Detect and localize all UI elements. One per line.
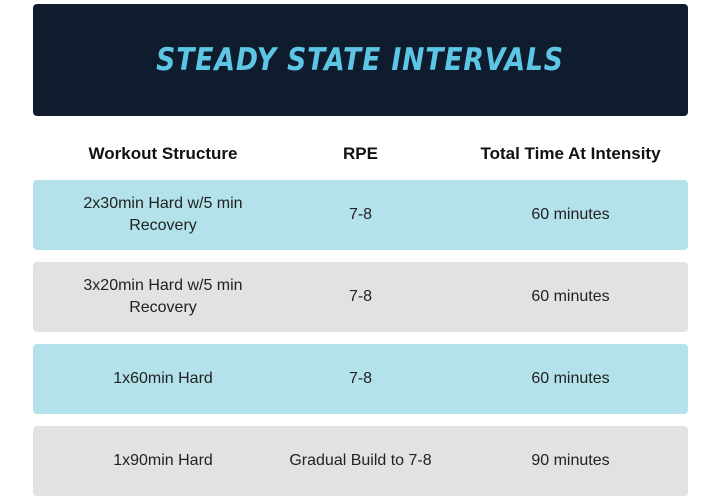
cell-time	[453, 262, 688, 332]
header-label: Total Time At Intensity	[480, 144, 661, 163]
cell-text: 2x30min Hard w/5 min Recovery	[83, 195, 243, 234]
header-rpe	[263, 140, 458, 168]
header-label: RPE	[343, 144, 378, 163]
cell-structure	[33, 426, 293, 496]
header-total-time	[453, 140, 688, 168]
cell-structure	[33, 180, 293, 250]
cell-text: 60 minutes	[531, 370, 610, 387]
cell-text: 7-8	[348, 288, 373, 305]
cell-structure	[33, 262, 293, 332]
cell-text: 3x20min Hard w/5 min Recovery	[83, 277, 243, 316]
cell-text: 60 minutes	[531, 288, 610, 305]
table-row	[33, 344, 688, 414]
table-row	[33, 262, 688, 332]
cell-text: 1x90min Hard	[113, 452, 213, 469]
cell-text: Gradual Build to 7-8	[289, 452, 432, 469]
cell-rpe	[263, 180, 458, 250]
cell-text: 1x60min Hard	[113, 370, 213, 387]
cell-text: 60 minutes	[531, 206, 610, 223]
cell-time	[453, 180, 688, 250]
header-workout-structure	[33, 140, 293, 168]
cell-rpe	[263, 344, 458, 414]
cell-time	[453, 344, 688, 414]
cell-rpe	[263, 262, 458, 332]
cell-text: 7-8	[348, 206, 373, 223]
header-label: Workout Structure	[88, 144, 238, 163]
title-banner	[33, 4, 688, 116]
page-title: STEADY STATE INTERVALS	[156, 42, 565, 78]
cell-time	[453, 426, 688, 496]
table-row	[33, 426, 688, 496]
cell-text: 7-8	[348, 370, 373, 387]
cell-structure	[33, 344, 293, 414]
cell-rpe	[263, 426, 458, 496]
table-row	[33, 180, 688, 250]
cell-text: 90 minutes	[531, 452, 610, 469]
table-header	[33, 140, 688, 168]
